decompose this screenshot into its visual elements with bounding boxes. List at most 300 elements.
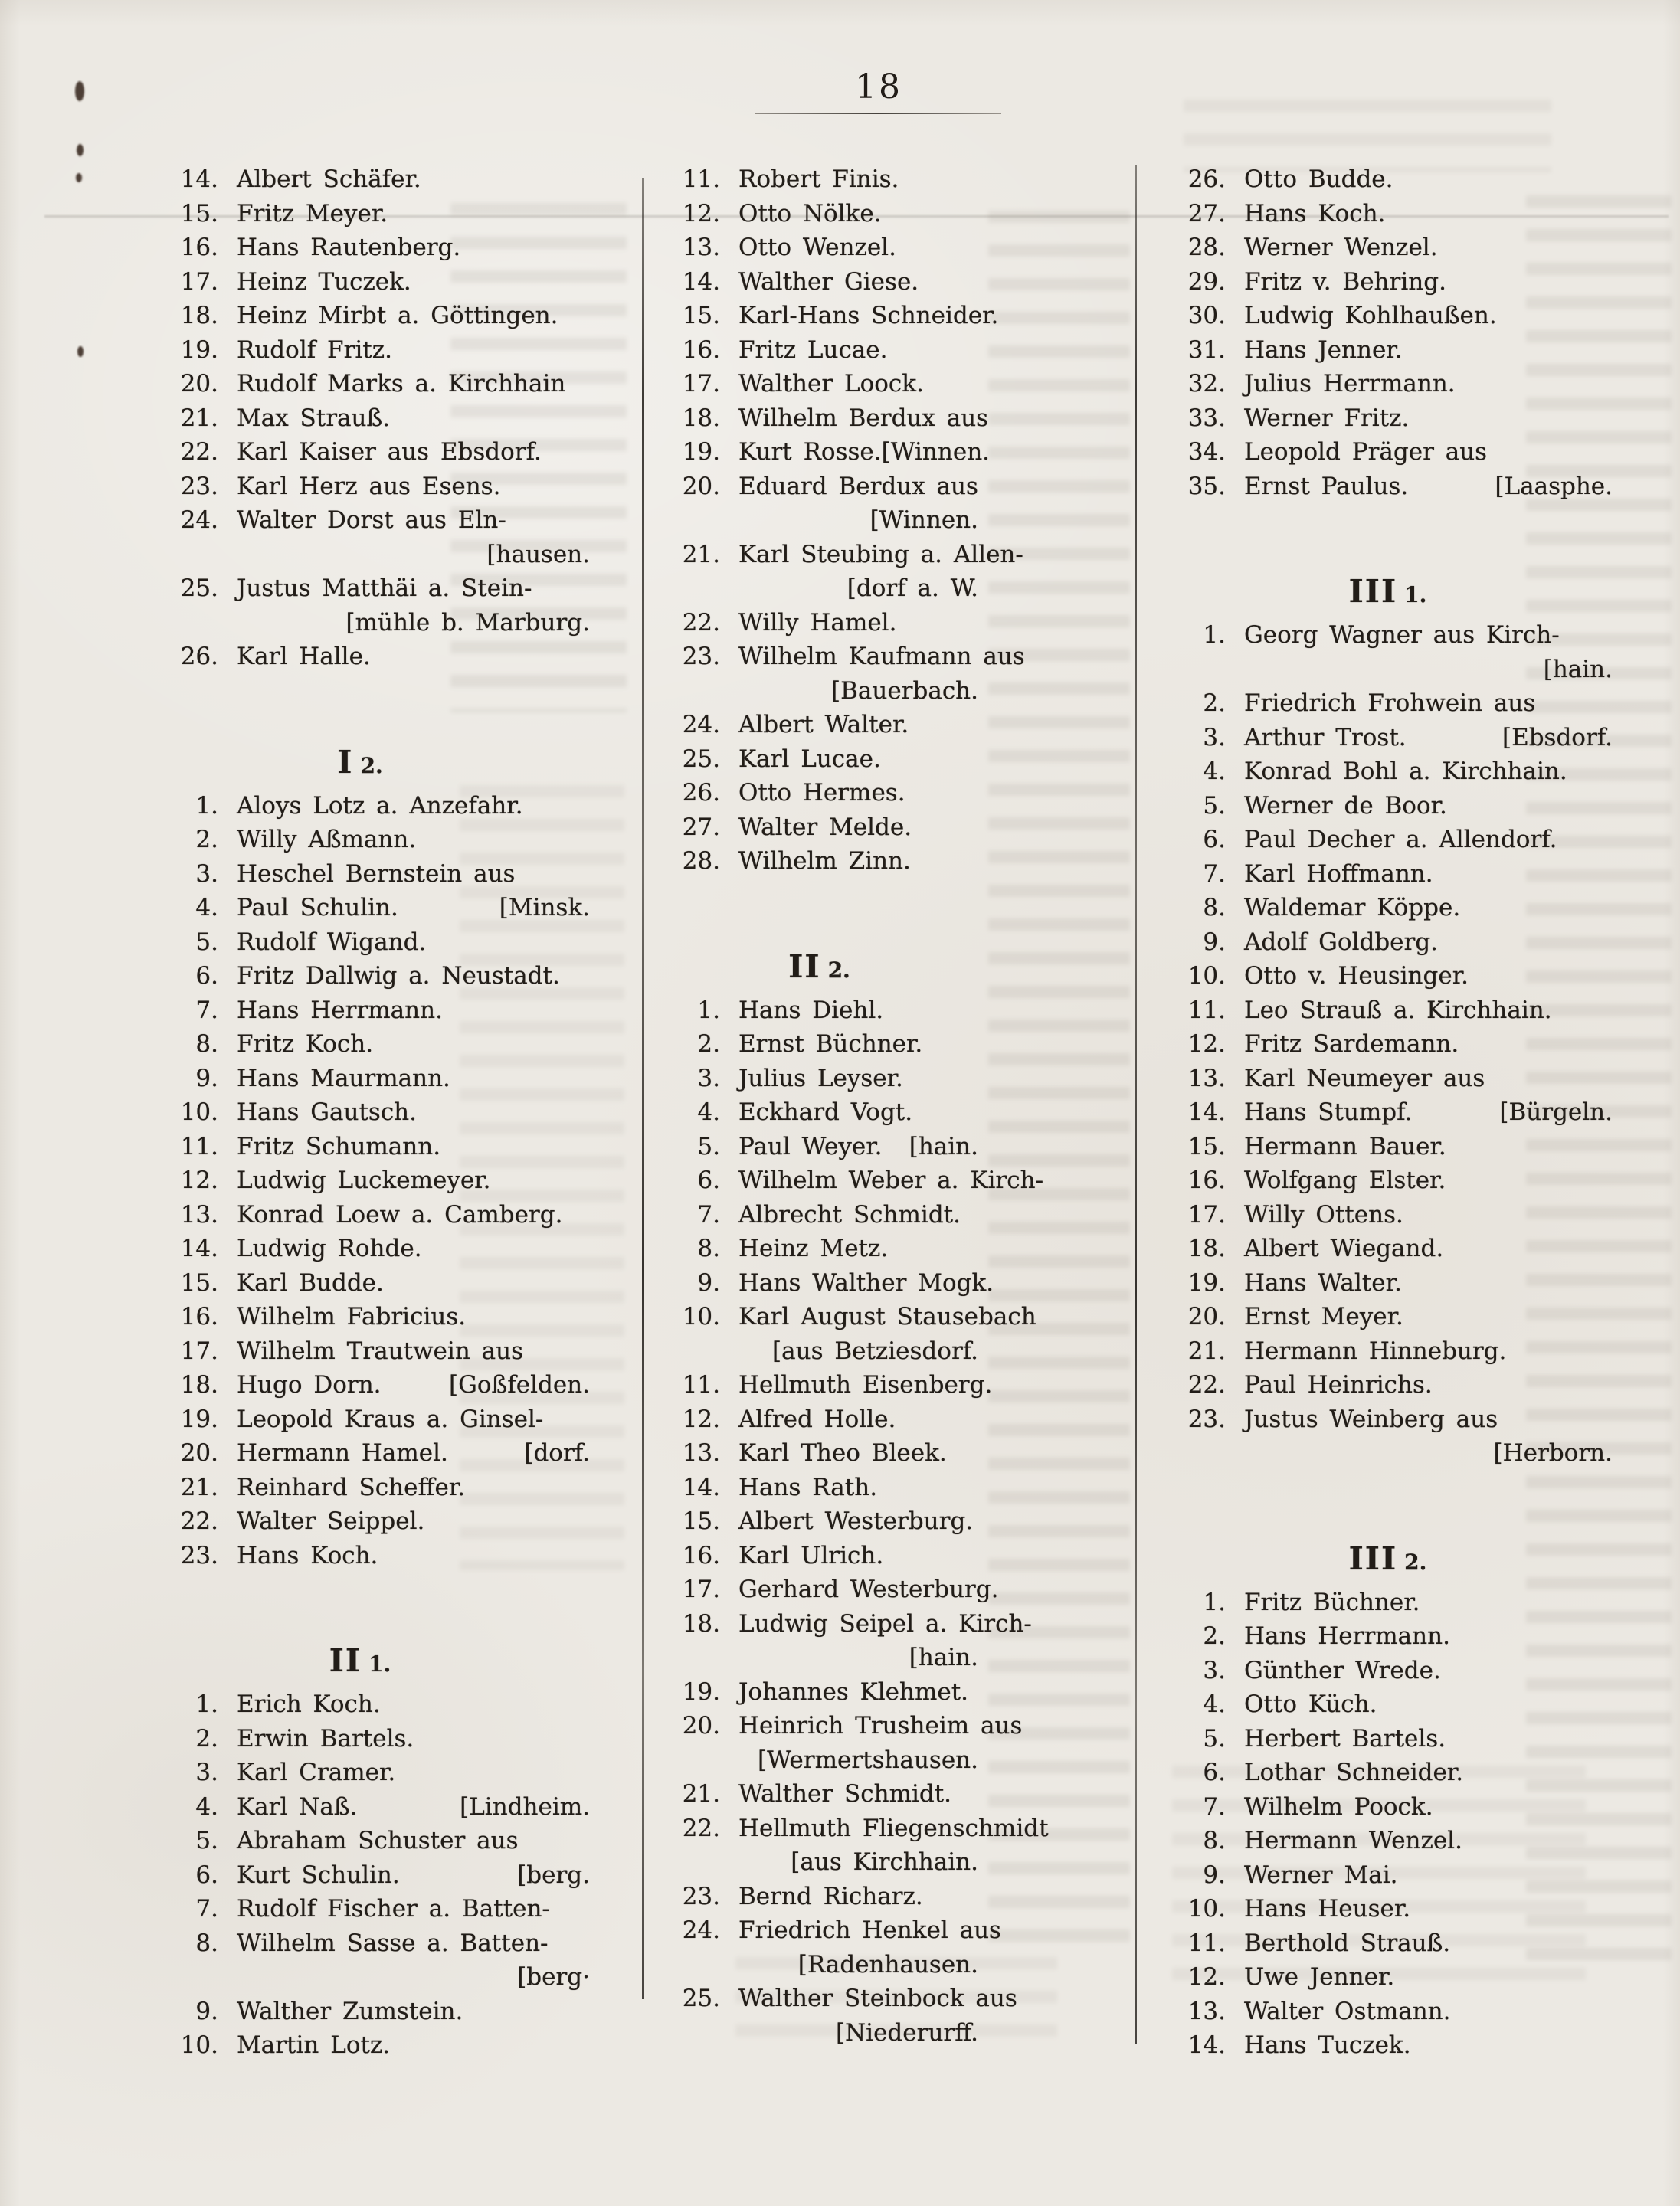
item-number: 14. [1187,1098,1226,1126]
item-text: Walter Seippel. [237,1507,425,1535]
list-item [130,503,590,538]
item-number: 5. [697,1132,720,1160]
item-number: 14. [180,1235,218,1262]
list-item [130,1402,590,1437]
item-text: Hans Stumpf. [1244,1098,1413,1126]
item-text: Heinz Metz. [738,1235,889,1262]
item-text: Willy Aßmann. [237,826,417,853]
list-item [1163,754,1613,789]
list-item [660,333,978,368]
list-item [660,993,978,1028]
item-number: 18. [682,404,720,432]
item-number: 8. [195,1929,218,1957]
item-continuation: [Goßfelden. [449,1371,590,1399]
list-item [660,1641,978,1675]
item-number: 11. [1187,1929,1226,1957]
list-item [130,1095,590,1130]
item-text: Fritz Büchner. [1244,1588,1420,1616]
list-item [1163,959,1613,993]
list-item [660,1266,994,1301]
item-text: Ludwig Seipel a. Kirch- [738,1609,1032,1638]
item-text: Justus Matthäi a. Stein- [237,574,532,602]
item-text: Karl Neumeyer aus [1244,1064,1485,1092]
list-item [130,1027,590,1062]
item-text: Paul Schulin. [237,894,398,921]
item-text: Hans Rautenberg. [237,234,461,261]
item-text: Wilhelm Sasse a. Batten- [237,1929,549,1957]
item-number: 35. [1187,472,1226,500]
list-item [660,1504,978,1539]
item-text: Walther Schmidt. [738,1780,952,1808]
item-number: 2. [1203,689,1226,717]
list-item [130,197,590,231]
item-text: Otto Küch. [1244,1691,1377,1718]
item-number: 11. [682,165,720,193]
item-continuation: [Minsk. [499,894,590,921]
item-text: Hans Herrmann. [237,996,443,1024]
item-text: Fritz Meyer. [237,199,388,227]
list-item [660,2016,978,2051]
item-text: Walter Melde. [738,813,912,841]
list-item [1163,1368,1613,1402]
list-item [660,1130,978,1164]
list-item [130,993,590,1028]
list-item [660,1062,978,1096]
item-text: Justus Weinberg aus [1244,1405,1498,1433]
list-item [130,162,590,197]
item-number: 21. [180,404,218,432]
item-text: Wilhelm Berdux aus [738,404,989,432]
item-text: Hans Walther Mogk. [738,1268,994,1297]
item-number: 25. [682,745,720,773]
item-number: 4. [697,1098,720,1126]
ink-speck [76,173,82,182]
item-number: 13. [180,1200,218,1229]
item-number: 21. [180,1473,218,1501]
item-continuation: [dorf. [524,1439,590,1467]
list-item [1163,1164,1613,1198]
item-text: Otto Wenzel. [738,234,896,261]
item-continuation: [berg· [517,1963,590,1991]
item-text: Kurt Schulin. [237,1861,400,1889]
item-text: Gerhard Westerburg. [738,1576,999,1603]
list-item [130,265,590,299]
section-header-roman: II [329,1642,362,1679]
list-item [660,538,1023,572]
item-text: Herbert Bartels. [1244,1724,1446,1753]
list-item [130,1892,590,1926]
list-item [1163,265,1613,299]
list-item [660,1709,1023,1743]
list-item [1163,2028,1613,2063]
list-item [660,197,978,231]
list-item [1163,1654,1613,1688]
item-number: 1. [1203,1588,1226,1616]
item-number: 26. [1187,165,1226,193]
item-number: 4. [195,1792,218,1821]
list-item [130,1960,590,1995]
item-number: 6. [1203,1759,1226,1786]
item-continuation: [Ebsdorf. [1502,723,1613,751]
list-item [130,435,590,470]
item-number: 3. [1203,723,1226,751]
item-number: 16. [180,1303,218,1330]
item-number: 17. [180,1337,218,1365]
item-number: 14. [682,1473,720,1501]
list-item [1163,1300,1613,1334]
list-item [1163,686,1613,721]
item-number: 7. [195,996,218,1024]
item-text: Leopold Kraus a. Ginsel- [237,1405,544,1433]
item-text: Paul Weyer. [738,1132,883,1160]
item-number: 7. [697,1200,720,1229]
list-item [130,401,590,436]
item-text: Wilhelm Weber a. Kirch- [738,1167,1044,1194]
item-number: 11. [682,1371,720,1399]
item-number: 27. [1187,199,1226,227]
item-number: 7. [1203,1792,1226,1821]
list-item [660,1880,978,1914]
item-number: 10. [180,1098,218,1126]
list-item [660,1777,978,1812]
list-item [660,1948,978,1982]
item-text: Hellmuth Eisenberg. [738,1371,993,1399]
item-text: Friedrich Frohwein aus [1244,689,1536,717]
list-item [130,891,590,925]
list-item [660,367,978,401]
list-item [1163,435,1613,470]
item-text: Wilhelm Poock. [1244,1792,1433,1821]
section-header [660,948,978,986]
item-number: 6. [195,1861,218,1889]
item-number: 2. [697,1030,720,1058]
list-item [660,844,978,879]
item-continuation: [hain. [1543,655,1613,683]
page-number-rule [755,113,1001,114]
item-number: 3. [195,1759,218,1786]
item-text: Hugo Dorn. [237,1371,382,1399]
item-text: Karl-Hans Schneider. [738,302,999,329]
item-text: Hans Gautsch. [237,1098,418,1126]
item-text: Albrecht Schmidt. [738,1200,961,1229]
list-item [130,333,590,368]
item-text: Otto Nölke. [738,199,882,227]
item-text: Karl Kaiser aus Ebsdorf. [237,438,542,466]
list-item [130,1687,590,1722]
list-item [1163,721,1613,755]
item-number: 19. [1187,1268,1226,1297]
item-text: Wilhelm Fabricius. [237,1303,467,1330]
item-continuation: [berg. [517,1861,590,1889]
item-text: Hans Walter. [1244,1268,1402,1297]
list-item [1163,1334,1613,1369]
page-number: 18 [855,67,902,106]
list-item [1163,401,1613,436]
list-item [660,1164,1044,1198]
item-continuation: [mühle b. Marburg. [345,608,590,637]
list-item [130,367,590,401]
item-number: 18. [682,1609,720,1638]
item-number: 11. [1187,996,1226,1024]
list-item [660,265,978,299]
item-text: Julius Herrmann. [1244,370,1456,398]
list-item [660,503,978,538]
item-text: Otto v. Heusinger. [1244,962,1469,990]
item-text: Hans Tuczek. [1244,2031,1411,2059]
item-number: 8. [1203,1827,1226,1854]
list-item [130,1232,590,1266]
item-continuation: [Bürgeln. [1499,1098,1613,1126]
item-text: Fritz v. Behring. [1244,267,1446,296]
item-text: Hermann Hamel. [237,1439,448,1467]
list-item [1163,367,1613,401]
item-text: Julius Leyser. [738,1064,903,1092]
item-continuation: [dorf a. W. [847,574,978,602]
item-number: 16. [1187,1167,1226,1194]
section-header-number: 2. [1404,1549,1427,1575]
item-text: Erwin Bartels. [237,1724,414,1753]
ink-speck [77,144,84,156]
item-number: 2. [1203,1622,1226,1650]
item-text: Ludwig Rohde. [237,1235,422,1262]
item-number: 12. [1187,1030,1226,1058]
list-item [130,538,590,572]
item-text: Günther Wrede. [1244,1656,1441,1684]
list-item [660,742,978,777]
item-text: Fritz Koch. [237,1030,374,1058]
item-number: 21. [1187,1337,1226,1365]
list-item [1163,1232,1613,1266]
item-number: 20. [1187,1303,1226,1330]
item-number: 23. [682,643,720,670]
item-number: 6. [1203,826,1226,853]
list-item [1163,299,1613,333]
list-item [1163,1790,1613,1825]
list-item [660,1095,978,1130]
item-text: Fritz Sardemann. [1244,1030,1459,1058]
item-number: 2. [195,826,218,853]
list-item [130,789,590,823]
item-number: 20. [682,472,720,500]
item-number: 12. [1187,1963,1226,1991]
item-number: 9. [697,1268,720,1297]
list-item [130,857,590,892]
item-text: Max Strauß. [237,404,391,432]
section-header-number: 1. [1404,582,1427,607]
list-item [1163,823,1613,857]
item-text: Karl Naß. [237,1792,358,1821]
list-item [1163,993,1613,1028]
item-number: 31. [1187,335,1226,364]
list-item [1163,1892,1613,1926]
item-text: Johannes Klehmet. [738,1677,969,1706]
list-item [1163,789,1613,823]
item-text: Waldemar Köppe. [1244,894,1461,921]
list-item [130,606,590,640]
item-text: Martin Lotz. [237,2031,391,2059]
list-item [660,1402,978,1437]
item-number: 20. [682,1712,720,1740]
list-item [660,640,1025,674]
list-item [130,1790,590,1825]
list-item [130,1266,590,1301]
item-number: 33. [1187,404,1226,432]
item-text: Eduard Berdux aus [738,472,978,500]
list-item [1163,618,1613,653]
item-text: Hermann Wenzel. [1244,1827,1462,1854]
list-item [660,162,978,197]
item-text: Heinz Mirbt a. Göttingen. [237,302,558,329]
item-text: Wolfgang Elster. [1244,1167,1446,1194]
section-header-number: 2. [360,752,383,778]
item-number: 34. [1187,438,1226,466]
list-item [1163,1062,1613,1096]
item-number: 10. [1187,1895,1226,1923]
list-item [660,1913,1001,1948]
item-number: 9. [195,1064,218,1092]
list-item [130,1164,590,1198]
item-text: Rudolf Wigand. [237,928,427,956]
item-continuation: [aus Kirchhain. [791,1848,978,1876]
list-item [660,1368,993,1402]
item-number: 28. [682,847,720,875]
item-continuation: [Winnen. [869,506,978,534]
item-number: 15. [180,1268,218,1297]
item-number: 18. [180,302,218,329]
column-2 [660,162,1049,2050]
item-text: Albert Schäfer. [237,165,421,193]
item-text: Hans Jenner. [1244,335,1403,364]
list-item [660,435,991,470]
item-text: Friedrich Henkel aus [738,1916,1001,1944]
item-text: Karl Budde. [237,1268,384,1297]
list-item [1163,1130,1613,1164]
item-text: Karl Theo Bleek. [738,1439,947,1467]
list-item [660,1198,978,1232]
ink-speck [77,346,84,357]
item-number: 18. [180,1371,218,1399]
item-text: Fritz Dallwig a. Neustadt. [237,962,560,990]
item-number: 26. [682,779,720,807]
item-number: 16. [682,1541,720,1569]
item-number: 6. [195,962,218,990]
list-item [130,640,590,674]
list-item [1163,653,1613,687]
list-item [130,470,590,504]
list-item [130,1130,590,1164]
list-item [130,1756,590,1790]
item-continuation: [Laasphe. [1495,472,1613,500]
item-text: Uwe Jenner. [1244,1963,1395,1991]
item-number: 4. [1203,1691,1226,1718]
item-number: 9. [1203,928,1226,956]
item-number: 23. [180,1541,218,1569]
list-item [1163,1266,1613,1301]
item-text: Hans Koch. [237,1541,378,1569]
item-text: Willy Hamel. [738,608,897,637]
item-number: 32. [1187,370,1226,398]
list-item [1163,333,1613,368]
item-number: 12. [180,1167,218,1194]
item-number: 17. [180,267,218,296]
item-text: Leopold Präger aus [1244,438,1488,466]
list-item [1163,1436,1613,1471]
list-item [660,1027,978,1062]
item-text: Werner Mai. [1244,1861,1398,1889]
item-text: Karl Ulrich. [738,1541,884,1569]
list-item [660,1573,999,1607]
item-number: 15. [682,302,720,329]
item-number: 22. [682,608,720,637]
list-item [660,606,978,640]
item-text: Wilhelm Kaufmann aus [738,643,1025,670]
item-number: 1. [1203,621,1226,649]
item-number: 8. [195,1030,218,1058]
item-text: Walther Steinbock aus [738,1985,1017,2012]
item-text: Hans Maurmann. [237,1064,450,1092]
item-text: Heschel Bernstein aus [237,859,516,888]
bleed-through-ghost [988,199,1130,1946]
item-number: 16. [682,335,720,364]
item-text: Berthold Strauß. [1244,1929,1451,1957]
item-continuation: [Bauerbach. [831,676,978,705]
column-divider-left [642,178,644,1999]
list-item [130,1436,590,1471]
item-text: Abraham Schuster aus [237,1827,519,1854]
list-item [660,1334,978,1369]
item-text: Hans Rath. [738,1473,878,1501]
item-text: Albert Westerburg. [738,1507,974,1535]
item-text: Aloys Lotz a. Anzefahr. [237,791,523,820]
section-header-roman: II [788,948,821,985]
item-continuation: [Herborn. [1493,1439,1613,1467]
item-number: 1. [195,1691,218,1718]
item-text: Otto Hermes. [738,779,905,807]
list-item [1163,1402,1613,1437]
item-text: Karl Halle. [237,643,371,670]
item-number: 22. [180,1507,218,1535]
list-item [660,401,989,436]
item-number: 20. [180,1439,218,1467]
item-number: 14. [682,267,720,296]
item-text: Hans Heuser. [1244,1895,1411,1923]
list-item [1163,1995,1613,2029]
item-text: Hans Diehl. [738,996,884,1024]
item-number: 14. [180,165,218,193]
item-text: Karl Herz aus Esens. [237,472,501,500]
item-number: 17. [682,370,720,398]
item-number: 19. [682,1677,720,1706]
list-item [660,1471,978,1505]
list-item [1163,1756,1613,1790]
item-text: Walther Zumstein. [237,1997,463,2025]
list-item [130,1300,590,1334]
list-item [1163,1619,1613,1654]
item-text: Ernst Meyer. [1244,1303,1403,1330]
item-continuation: [Lindheim. [460,1792,590,1821]
item-number: 22. [180,438,218,466]
item-text: Ernst Paulus. [1244,472,1409,500]
list-item [130,1368,590,1402]
item-continuation: [aus Betziesdorf. [772,1337,978,1365]
list-item [130,1471,590,1505]
item-number: 14. [1187,2031,1226,2059]
list-item [660,1845,978,1880]
list-item [1163,1926,1613,1961]
item-continuation: [Wermertshausen. [757,1746,978,1774]
item-number: 20. [180,370,218,398]
item-number: 3. [697,1064,720,1092]
